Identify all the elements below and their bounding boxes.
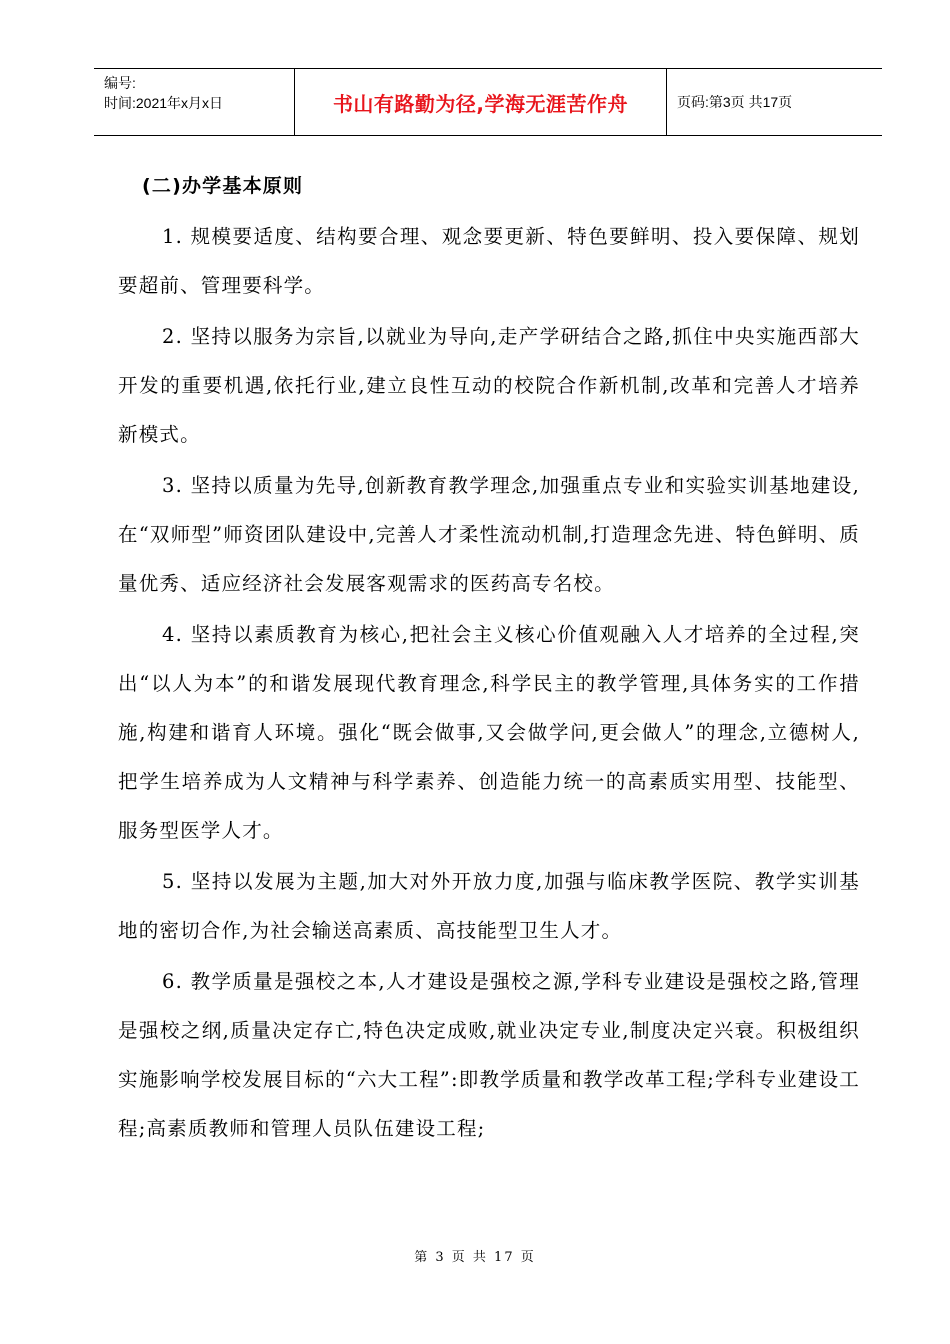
paragraph-5: 5. 坚持以发展为主题,加大对外开放力度,加强与临床教学医院、教学实训基地的密切合作,为社会输送高素质、高技能型卫生人才。 (118, 870, 860, 942)
header-page-info: 页码:第3页 共17页 (677, 94, 793, 110)
header-motto: 书山有路勤为径,学海无涯苦作舟 (332, 91, 629, 116)
paragraph-3: 3. 坚持以质量为先导,创新教育教学理念,加强重点专业和实验实训基地建设,在“双师型”师资团队建设中,完善人才柔性流动机制,打造理念先进、特色鲜明、质量优秀、适应经济社会发展客观需求的医药高专名校。 (118, 474, 860, 595)
paragraph-1: 1. 规模要适度、结构要合理、观念要更新、特色要鲜明、投入要保障、规划要超前、管理要科学。 (118, 225, 860, 297)
page-footer: 第 3 页 共 17 页 (414, 1250, 536, 1265)
paragraph-2: 2. 坚持以服务为宗旨,以就业为导向,走产学研结合之路,抓住中央实施西部大开发的重要机遇,依托行业,建立良性互动的校院合作新机制,改革和完善人才培养新模式。 (118, 325, 860, 446)
header-page-cell (667, 69, 882, 135)
header-meta-cell (94, 69, 295, 135)
document-code-label: 编号: (104, 75, 136, 91)
header-motto-cell (295, 69, 667, 135)
document-body (118, 160, 860, 1155)
document-date: 时间:2021年x月x日 (104, 95, 224, 111)
document-header (94, 68, 882, 136)
paragraph-4: 4. 坚持以素质教育为核心,把社会主义核心价值观融入人才培养的全过程,突出“以人为本”的和谐发展现代教育理念,科学民主的教学管理,具体务实的工作措施,构建和谐育人环境。强化“既会做事,又会做学问,更会做人”的理念,立德树人,把学生培养成为人文精神与科学素养、创造能力统一的高素质实用型、技能型、服务型医学人才。 (118, 623, 860, 842)
section-title: (二)办学基本原则 (142, 175, 304, 197)
paragraph-6: 6. 教学质量是强校之本,人才建设是强校之源,学科专业建设是强校之路,管理是强校之纲,质量决定存亡,特色决定成败,就业决定专业,制度决定兴衰。积极组织实施影响学校发展目标的“六大工程”:即教学质量和教学改革工程;学科专业建设工程;高素质教师和管理人员队伍建设工程; (118, 970, 860, 1140)
